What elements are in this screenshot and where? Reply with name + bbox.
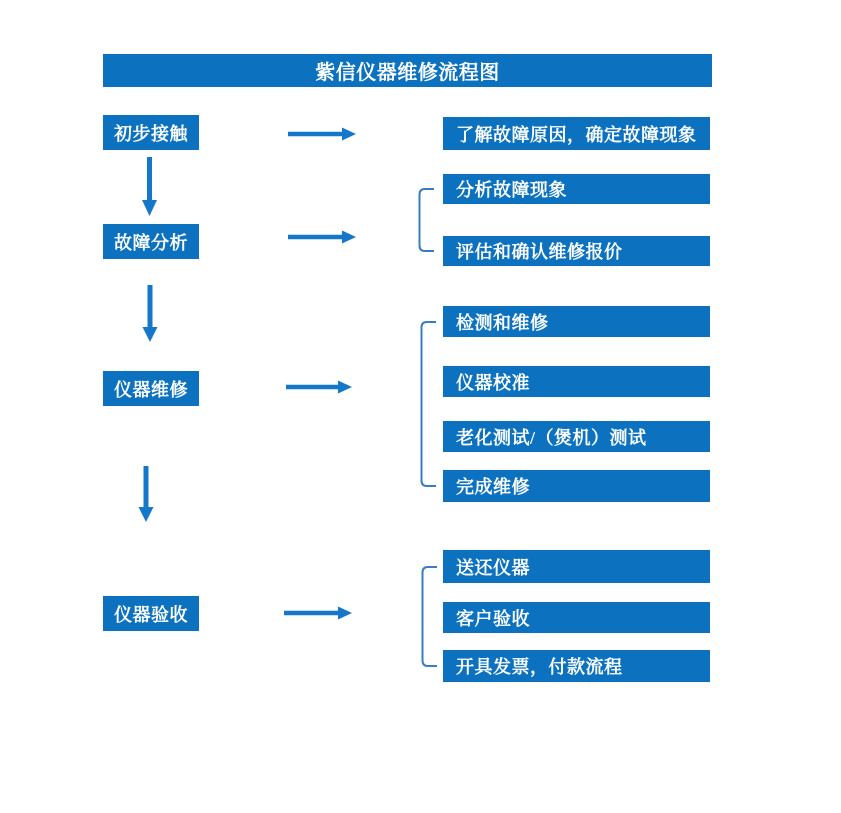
detail-label: 老化测试/（煲机）测试 [456,427,647,448]
detail-box-analyze-fault [443,174,710,204]
flow-arrow-1 [288,128,356,141]
stage-box-instrument-acceptance [103,596,199,631]
detail-label: 了解故障原因，确定故障现象 [456,124,697,145]
flowchart-title-bar [103,54,712,87]
down-arrow-3-head [139,507,154,522]
down-arrow-2 [143,285,158,342]
down-arrow-2-head [143,327,158,342]
stage-label: 仪器维修 [114,379,188,400]
detail-box-repair-complete [443,470,710,502]
detail-label: 开具发票，付款流程 [456,657,623,677]
detail-label: 完成维修 [456,477,530,497]
bracket-stage-3-outputs [422,322,437,486]
detail-box-burn-in-test [443,421,710,452]
flow-arrow-3-head [338,381,352,394]
down-arrow-1-head [142,200,157,216]
flowchart-title: 紫信仪器维修流程图 [315,62,500,84]
flow-arrow-4-head [338,607,352,620]
detail-box-confirm-quote [443,236,710,266]
down-arrow-3 [139,466,154,522]
flow-arrow-4 [284,607,352,620]
detail-label: 检测和维修 [456,312,549,333]
detail-box-invoice-payment [443,650,710,682]
flow-arrow-2-head [342,231,356,244]
detail-box-understand-fault [443,117,710,150]
down-arrow-1 [142,157,157,216]
stage-box-fault-analysis [103,224,199,259]
detail-box-calibration [443,366,710,397]
bracket-stage-2-outputs [420,189,435,251]
detail-label: 评估和确认维修报价 [456,242,623,262]
stage-box-instrument-repair [103,371,199,406]
flow-arrow-1-head [342,128,356,141]
stage-label: 初步接触 [114,123,188,144]
flow-arrow-3 [286,381,352,394]
detail-box-return-instrument [443,550,710,583]
stage-box-initial-contact [103,115,199,150]
stage-label: 故障分析 [114,232,188,253]
detail-label: 送还仪器 [456,557,530,578]
flow-arrow-2 [288,231,356,244]
detail-label: 分析故障现象 [456,180,567,200]
stage-label: 仪器验收 [114,604,188,625]
detail-label: 仪器校准 [456,372,530,393]
detail-label: 客户验收 [456,608,530,629]
detail-box-customer-acceptance [443,602,710,633]
bracket-stage-4-outputs [423,567,438,666]
detail-box-inspect-repair [443,306,710,337]
